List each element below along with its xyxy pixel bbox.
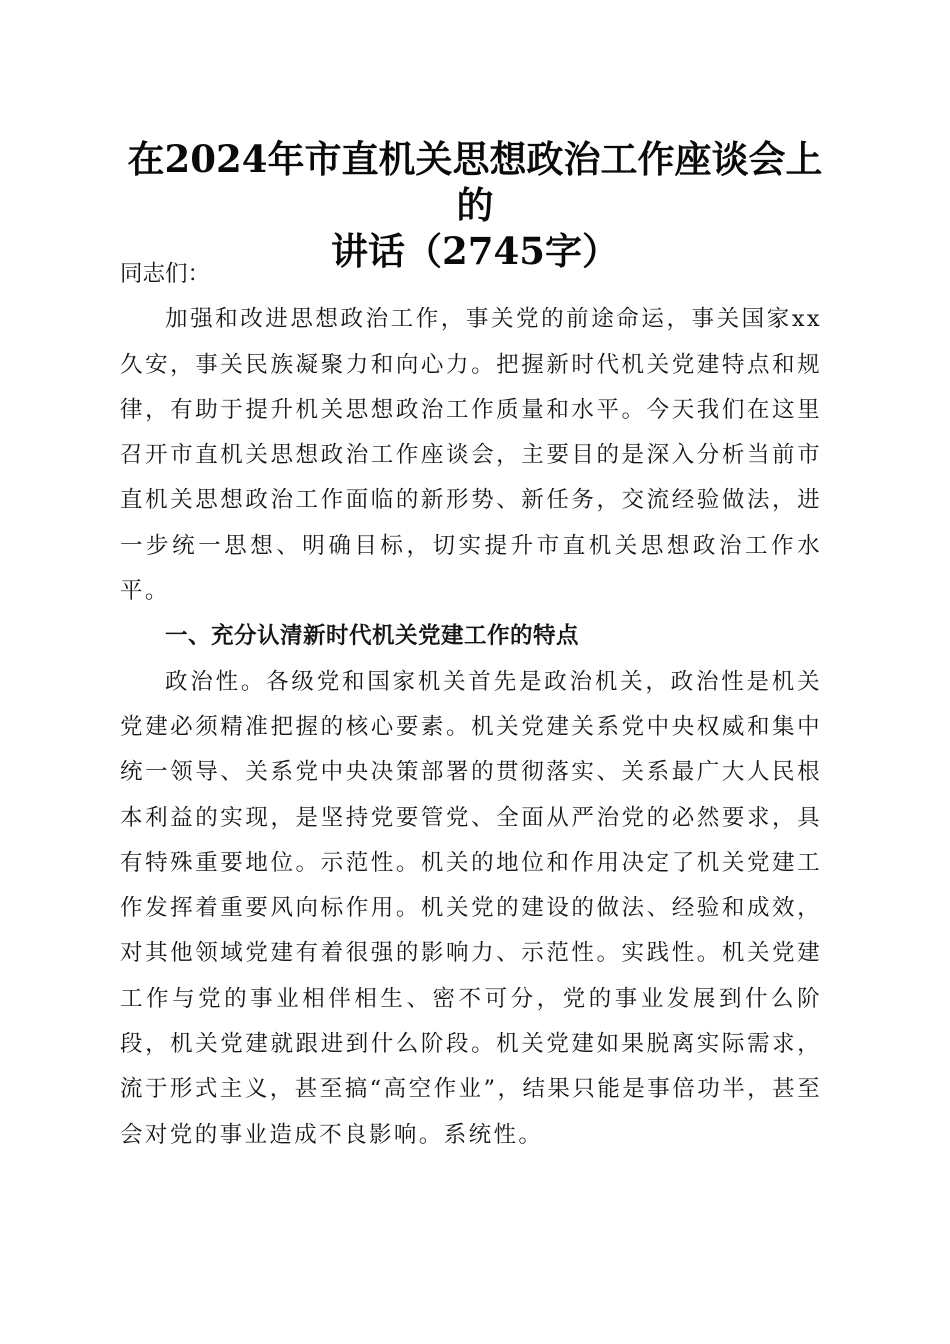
paragraph-section-1: 政治性。各级党和国家机关首先是政治机关，政治性是机关党建必须精准把握的核心要素。机关党建关系党中央权威和集中统一领导、关系党中央决策部署的贯彻落实、关系最广大人民根本利益的实现，是坚持党要管党、全面从严治党的必然要求，具有特殊重要地位。示范性。机关的地位和作用决定了机关党建工作发挥着重要风向标作用。机关党的建设的做法、经验和成效，对其他领域党建有着很强的影响力、示范性。实践性。机关党建工作与党的事业相伴相生、密不可分，党的事业发展到什么阶段，机关党建就跟进到什么阶段。机关党建如果脱离实际需求，流于形式主义，甚至搞“高空作业”，结果只能是事倍功半，甚至会对党的事业造成不良影响。系统性。 xyxy=(120,668,822,1148)
title-line-1: 在2024年市直机关思想政治工作座谈会上的 xyxy=(127,137,823,227)
section-heading-1: 一、充分认清新时代机关党建工作的特点 xyxy=(165,623,580,650)
document-body xyxy=(120,252,822,1158)
paragraph-intro: 加强和改进思想政治工作，事关党的前途命运，事关国家xx久安，事关民族凝聚力和向心力。把握新时代机关党建特点和规律，有助于提升机关思想政治工作质量和水平。今天我们在这里召开市直机关思想政治工作座谈会，主要目的是深入分析当前市直机关思想政治工作面临的新形势、新任务，交流经验做法，进一步统一思想、明确目标，切实提升市直机关思想政治工作水平。 xyxy=(120,306,822,605)
title-line-2: 讲话（2745字） xyxy=(331,229,619,273)
salutation: 同志们： xyxy=(120,261,211,287)
